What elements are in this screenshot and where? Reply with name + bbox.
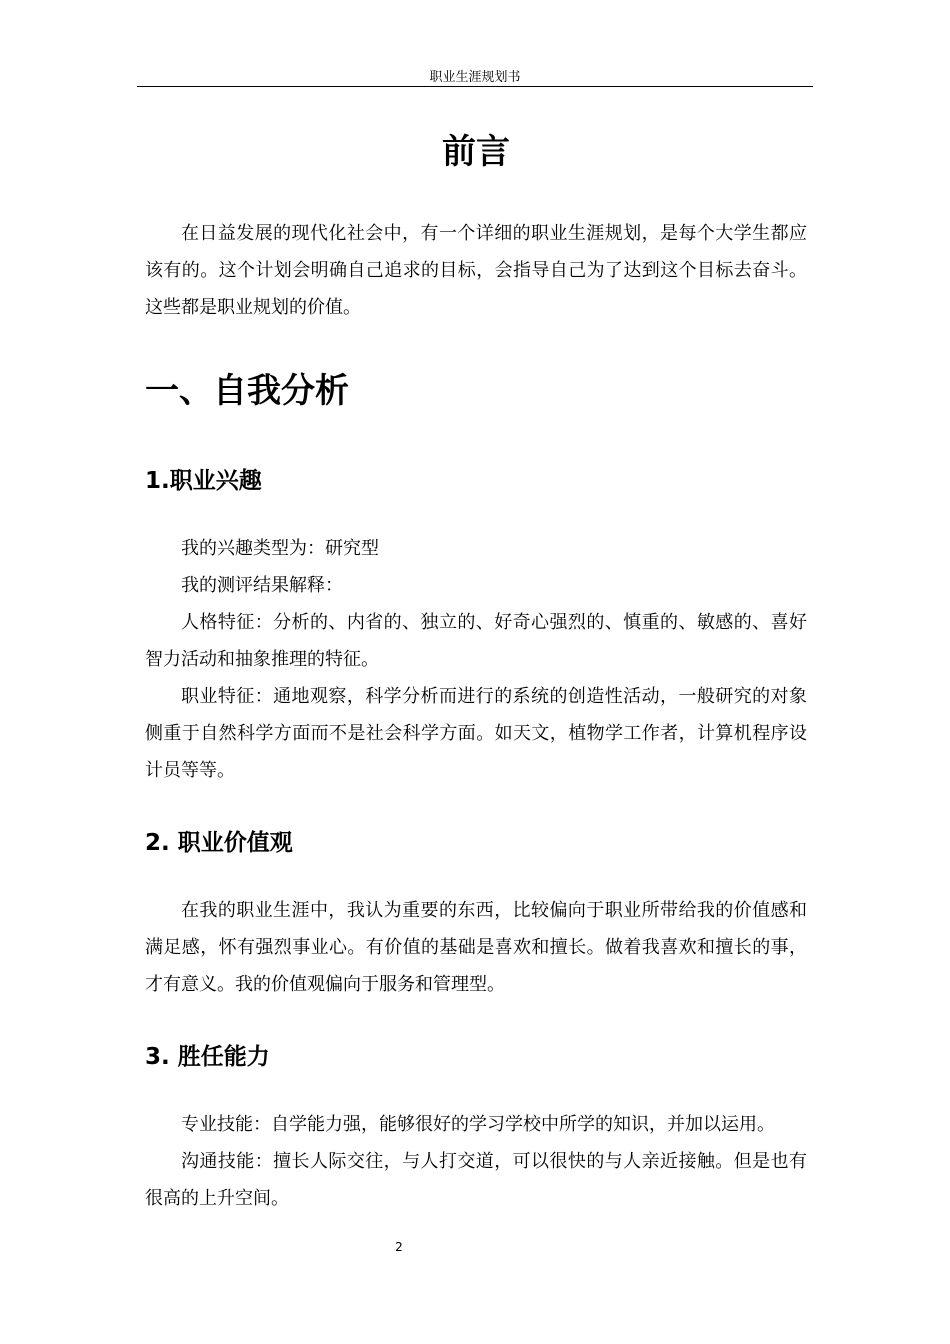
preface-paragraph: 在日益发展的现代化社会中，有一个详细的职业生涯规划，是每个大学生都应该有的。这个计划会明确自己追求的目标，会指导自己为了达到这个目标去奋斗。这些都是职业规划的价值。 [145,223,807,318]
header-divider [137,86,813,87]
preface-title: 前言 [442,132,510,172]
competence-paragraph: 沟通技能：擅长人际交往，与人打交道，可以很快的与人亲近接触。但是也有很高的上升空间。 [145,1151,807,1209]
interest-paragraph: 我的测评结果解释： [181,575,343,596]
values-paragraph: 在我的职业生涯中，我认为重要的东西，比较偏向于职业所带给我的价值感和满足感，怀有强烈事业心。有价值的基础是喜欢和擅长。做着我喜欢和擅长的事，才有意义。我的价值观偏向于服务和管理型。 [145,900,807,995]
interest-paragraph: 人格特征：分析的、内省的、独立的、好奇心强烈的、慎重的、敏感的、喜好智力活动和抽象推理的特征。 [145,612,807,670]
subsection-heading-interest: 1.职业兴趣 [145,468,262,494]
subsection-heading-values: 2. 职业价值观 [145,830,293,856]
interest-paragraph: 我的兴趣类型为：研究型 [181,538,379,559]
page-number: 2 [395,1240,403,1254]
page-content [145,130,807,1217]
running-header: 职业生涯规划书 [429,70,521,85]
competence-paragraph: 专业技能：自学能力强，能够很好的学习学校中所学的知识，并加以运用。 [181,1114,775,1135]
subsection-heading-competence: 3. 胜任能力 [145,1044,270,1070]
section-heading-self-analysis: 一、自我分析 [145,371,349,411]
interest-paragraph: 职业特征：通地观察，科学分析而进行的系统的创造性活动，一般研究的对象侧重于自然科学方面而不是社会科学方面。如天文，植物学工作者，计算机程序设计员等等。 [145,686,807,781]
